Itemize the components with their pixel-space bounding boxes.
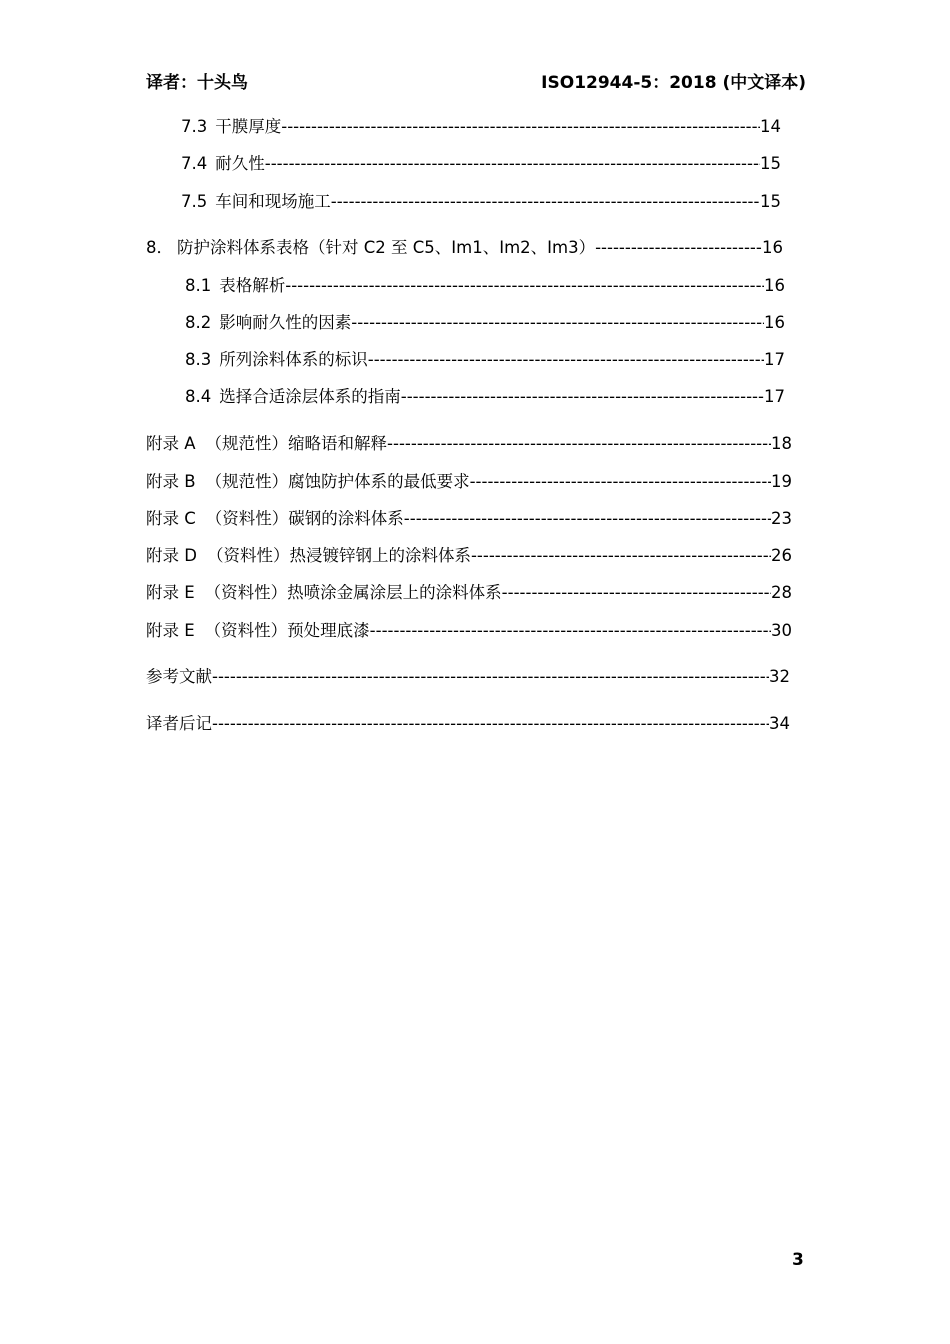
toc-page: 16 [764,276,785,295]
toc-entry-7-5[interactable] [181,191,781,213]
toc-title: （资料性）热喷涂金属涂层上的涂料体系 [204,583,502,602]
toc-entry-annex-d[interactable] [146,545,792,567]
toc-entry-annex-b[interactable] [146,471,792,493]
page-number: 3 [792,1250,804,1270]
toc-entry-bibliography[interactable] [146,666,790,688]
toc-number: 8.2 [185,313,212,332]
toc-number: 7.3 [181,117,208,136]
document-title: ISO12944-5：2018 (中文译本) [541,73,806,93]
toc-leader [351,312,764,334]
toc-page: 34 [769,714,790,733]
toc-page: 15 [760,154,781,173]
toc-leader [471,545,771,567]
toc-page: 17 [764,350,785,369]
toc-number: 8.1 [185,276,212,295]
toc-title: 车间和现场施工 [215,192,331,211]
toc-entry-8[interactable] [146,237,783,259]
toc-title: 耐久性 [215,154,265,173]
toc-leader [470,471,771,493]
toc-entry-8-4[interactable] [185,386,785,408]
toc-entry-8-2[interactable] [185,312,785,334]
toc-entry-afterword[interactable] [146,713,790,735]
toc-leader [370,620,771,642]
toc-number: 8.3 [185,350,212,369]
toc-leader [212,713,769,735]
toc-leader [265,153,760,175]
toc-leader [387,433,771,455]
toc-number: 附录 D [146,546,197,565]
toc-title: （资料性）预处理底漆 [204,621,370,640]
toc-number: 附录 E [146,621,195,640]
toc-number: 8.4 [185,387,212,406]
toc-page: 23 [771,509,792,528]
toc-leader [368,349,764,371]
toc-leader [595,237,762,259]
toc-title: 表格解析 [219,276,286,295]
toc-number: 附录 B [146,472,196,491]
toc-title: 影响耐久性的因素 [219,313,352,332]
toc-page: 17 [764,387,785,406]
translator-credit: 译者：十头鸟 [146,73,248,93]
toc-page: 16 [762,238,783,257]
toc-title: 防护涂料体系表格（针对 C2 至 C5、Im1、Im2、Im3） [177,238,596,257]
toc-entry-7-3[interactable] [181,116,781,138]
toc-entry-annex-e[interactable] [146,582,792,604]
toc-title: 译者后记 [146,714,212,733]
toc-page: 28 [771,583,792,602]
toc-title: （规范性）腐蚀防护体系的最低要求 [205,472,470,491]
toc-page: 30 [771,621,792,640]
toc-page: 16 [764,313,785,332]
toc-entry-annex-e-primer[interactable] [146,620,792,642]
toc-leader [281,116,760,138]
toc-number: 附录 A [146,434,196,453]
toc-page: 15 [760,192,781,211]
toc-title: 选择合适涂层体系的指南 [219,387,401,406]
toc-title: 所列涂料体系的标识 [219,350,368,369]
toc-page: 18 [771,434,792,453]
toc-page: 14 [760,117,781,136]
toc-leader [285,275,764,297]
toc-entry-8-3[interactable] [185,349,785,371]
toc-page: 26 [771,546,792,565]
toc-title: 干膜厚度 [215,117,282,136]
toc-number: 7.5 [181,192,208,211]
toc-entry-8-1[interactable] [185,275,785,297]
toc-number: 8． [146,238,173,257]
toc-title: （规范性）缩略语和解释 [205,434,388,453]
toc-entry-7-4[interactable] [181,153,781,175]
toc-leader [502,582,771,604]
toc-title: 参考文献 [146,667,212,686]
toc-leader [331,191,760,213]
toc-leader [401,386,764,408]
toc-number: 附录 E [146,583,195,602]
toc-entry-annex-c[interactable] [146,508,792,530]
toc-page: 32 [769,667,790,686]
toc-title: （资料性）碳钢的涂料体系 [205,509,404,528]
toc-title: （资料性）热浸镀锌钢上的涂料体系 [206,546,471,565]
toc-entry-annex-a[interactable] [146,433,792,455]
toc-number: 附录 C [146,509,196,528]
toc-page: 19 [771,472,792,491]
toc-leader [404,508,771,530]
toc-leader [212,666,769,688]
toc-number: 7.4 [181,154,208,173]
